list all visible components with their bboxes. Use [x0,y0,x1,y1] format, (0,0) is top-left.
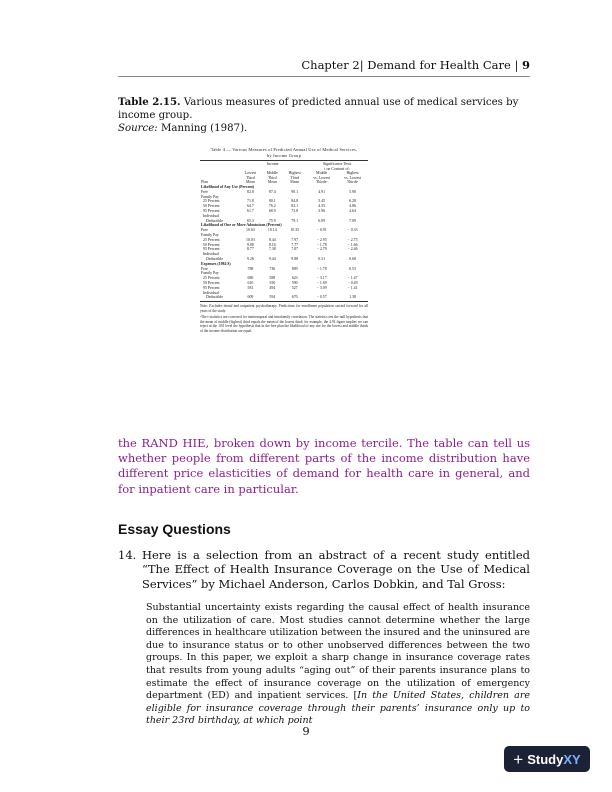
header-chapter: Chapter 2 [301,58,360,72]
scan-value-cell: 7.09 [349,218,356,223]
scan-plan-cell: Individual [203,252,219,257]
scan-plan-cell: 50 Percent [203,204,220,209]
scanned-table [200,147,368,334]
scan-data-table [200,162,368,300]
scan-value-cell: 10.63 [246,228,255,233]
scan-col-h1-c: Mean [246,180,255,185]
scan-plan-cell: Deductible [206,295,224,300]
scan-plan-cell: 95 Percent [203,285,220,290]
scan-plan-cell: Individual [203,290,219,295]
quote-text: Substantial uncertainty exists regarding the causal effect of health insurance on the utilization of care. Most studies cannot determine whether the large differences in healthcare utilization between the insured and the uninsured are due to insurance status or to other unobserved differences between the two groups. In this paper, we exploit a sharp change in insurance coverage rates that results from young adults “aging out” of their parents insurance plans to estimate the effect of insurance coverage on the utilization of emergency department (ED) and inpatient services. [ [146,602,530,702]
scan-footnote: ᵃThe t-statistics are corrected for intertemporal and intrafamily correlation. The statistics test the null hypothesis that the mean of middle (highest) third equals the mean of the lowest third; for example, the 4.91 figure implies we can reject at the .001 level the hypothesis that in the free plan the likelihood of any use for the lowest and middle thirds of the income distribution are equal. [200,315,368,334]
scan-plan-cell: 25 Percent [203,237,220,242]
scan-value-cell: 550 [269,280,276,285]
scan-value-cell: 0.31 [318,256,326,261]
scan-section-label: Likelihood of Any Use (Percent) [201,184,255,189]
scan-plan-cell: Family Pay [201,194,219,199]
scan-plan-cell: 50 Percent [203,242,220,247]
caption-text: Various measures of predicted annual use of medical services by income group. [118,97,519,121]
scan-value-cell: 80.1 [268,199,276,204]
scan-col-h4-a: Middle [316,171,328,176]
scan-col-h5-b: vs. Lowest [344,175,361,180]
scan-value-cell: 5.90 [349,189,356,194]
scan-value-cell: 73.8 [291,208,299,213]
scan-col-h4-c: Thirdsᵃ [316,180,328,185]
scan-value-cell: − 2.46 [347,247,358,252]
question-14 [118,548,530,591]
scan-note: Note: Excludes dental and outpatient psychotherapy. Predictions for enrollment population carried forward for all years of the study. [200,304,368,313]
scan-value-cell: − 0.91 [316,228,327,233]
scan-value-cell: 8.77 [247,247,254,252]
scan-value-cell: 590 [291,280,298,285]
scan-value-cell: 10.35 [290,228,300,233]
scan-value-cell: 9.26 [247,256,254,261]
scan-value-cell: 809 [291,266,298,271]
scan-value-cell: − 1.69 [316,280,327,285]
scan-value-cell: 84.8 [291,199,299,204]
essay-heading: Essay Questions [118,521,231,537]
scan-value-cell: 1.38 [349,295,356,300]
scan-value-cell: 4.35 [318,204,326,209]
scan-value-cell: − 1.47 [347,276,358,281]
scan-value-cell: − 3.09 [316,285,327,290]
scan-title-2: by Income Group [267,153,301,158]
scan-col-h2-c: Mean [267,180,277,185]
badge-brand-accent: XY [563,751,581,767]
scan-value-cell: 87.4 [268,189,276,194]
scan-value-cell: 90.1 [291,189,299,194]
scan-value-cell: 788 [247,266,254,271]
scan-col-h3-a: Highest [288,171,301,176]
scan-bottom-rule [200,301,368,302]
scan-plan-cell: 25 Percent [203,199,220,204]
scan-col-h1-a: Lowest [244,171,257,176]
scan-title-1: Table 4 — Various Measures of Predicted Annual Use of Medical Services, [210,147,358,152]
scan-value-cell: 736 [269,266,276,271]
scan-plan-cell: Free [201,228,208,233]
scan-plan-cell: Deductible [206,256,224,261]
scan-value-cell: 4.91 [318,189,326,194]
header-page: 9 [521,58,530,72]
scan-value-cell: − 2.75 [347,237,358,242]
scan-plan-cell: 95 Percent [203,247,220,252]
scan-plan-cell: Free [201,266,208,271]
scan-plan-cell: 25 Percent [203,276,220,281]
scan-value-cell: 6.28 [349,199,356,204]
scan-value-cell: 64.7 [247,204,254,209]
scan-value-cell: 4.86 [349,204,356,209]
running-header: Chapter 2| Demand for Health Care | 9 [301,58,530,72]
scan-col-h5-a: Highest [346,171,359,176]
scan-value-cell: 61.7 [247,208,254,213]
scan-value-cell: − 1.66 [347,242,358,247]
scan-plan-cell: Family Pay [201,271,219,276]
scan-value-cell: 5.45 [318,199,326,204]
scan-section-label: Expenses (1984 $) [201,261,231,266]
scan-value-cell: − 0.57 [316,295,327,300]
scan-value-cell: 8.44 [268,237,276,242]
scan-col-h3-c: Mean [290,180,300,185]
caption-source-label: Source: [118,123,158,134]
scan-value-cell: 76.2 [268,204,276,209]
header-rule [118,76,530,77]
scan-col-h2-b: Third [267,175,277,180]
scan-col-h1-b: Third [246,175,255,180]
table-caption [118,96,533,135]
scan-col-group-tests1: Significance Tests [322,162,352,166]
header-section: Demand for Health Care [367,58,511,72]
scan-plan-cell: Free [201,189,208,194]
scan-col-h4-b: vs. Lowest [313,175,331,180]
question-number: 14. [118,548,137,562]
scan-value-cell: − 2.95 [316,237,327,242]
badge-brand-main: Study [527,751,564,767]
scan-col-group-income: Income [266,162,279,166]
scan-value-cell: 610 [247,280,254,285]
scan-col-group-tests2: t on Contrast of: [324,166,350,171]
scan-value-cell: 680 [247,276,254,281]
scan-col-h3-b: Third [290,175,300,180]
scan-value-cell: 10.14 [267,228,277,233]
quote-italic: In the United States, children are eligible for insurance coverage through their parents’ insurance only up to their 23rd birthday, at which point [146,690,531,727]
scan-value-cell: 581 [247,285,254,290]
scan-value-cell: 7.07 [291,247,299,252]
studyxy-badge[interactable] [504,746,590,772]
plus-icon: + [513,749,524,769]
scan-value-cell: 4.64 [349,208,356,213]
scan-value-cell: 623 [291,276,298,281]
scan-value-cell: 594 [269,295,276,300]
scan-value-cell: 588 [269,276,276,281]
scan-value-cell: 527 [291,285,298,290]
scan-value-cell: 494 [269,285,276,290]
scan-top-rule [200,160,368,161]
scan-value-cell: 8.16 [268,242,276,247]
scan-col-h5-c: Thirdsᵃ [346,180,359,185]
scan-col-plan: Plan [201,180,208,185]
scan-value-cell: − 0.49 [347,280,358,285]
scan-value-cell: − 1.78 [316,266,327,271]
scan-value-cell: 82.8 [247,189,254,194]
scan-value-cell: − 0.33 [347,228,358,233]
scan-plan-cell: 50 Percent [203,280,220,285]
scan-value-cell: 9.44 [268,256,276,261]
scan-value-cell: − 1.41 [347,285,358,290]
scan-value-cell: 79.1 [291,218,299,223]
scan-value-cell: 7.38 [268,247,276,252]
scan-value-cell: 3.96 [318,208,326,213]
scan-section-label: Likelihood of One or More Admissions (Percent) [201,223,282,228]
scan-value-cell: − 2.79 [316,247,327,252]
caption-label: Table 2.15. [118,96,181,108]
caption-source-text: Manning (1987). [157,123,248,134]
scan-plan-cell: 95 Percent [203,208,220,213]
scan-plan-cell: Family Pay [201,232,219,237]
scan-value-cell: 68.9 [268,208,276,213]
scan-value-cell: 0.53 [349,266,356,271]
scan-col-h2-a: Middle [266,171,278,176]
scan-value-cell: 75.9 [268,218,276,223]
scan-value-cell: − 3.17 [316,276,327,281]
scan-value-cell: 9.08 [247,242,254,247]
question-text: Here is a selection from an abstract of a recent study entitled “The Effect of Health Insurance Coverage on the Use of Medical Services” by Michael Anderson, Carlos Dobkin, and Tal Gross: [142,548,530,591]
scan-value-cell: 71.8 [247,199,254,204]
table-row [200,295,368,300]
scan-plan-cell: Individual [203,213,219,218]
scan-value-cell: 609 [247,295,254,300]
abstract-quote [146,602,530,728]
scan-value-cell: 9.88 [291,256,299,261]
scan-table-body [200,185,368,300]
scan-value-cell: 7.97 [291,237,299,242]
scan-value-cell: 6.09 [318,218,326,223]
scan-value-cell: 0.68 [349,256,356,261]
scan-value-cell: 65.3 [247,218,254,223]
scan-value-cell: 10.03 [246,237,255,242]
badge-brand [527,752,580,767]
scan-value-cell: 7.77 [291,242,299,247]
scan-plan-cell: Deductible [206,218,224,223]
scan-value-cell: 82.1 [291,204,299,209]
scan-value-cell: 670 [291,295,298,300]
page-number: 9 [302,724,310,738]
scan-value-cell: − 1.78 [316,242,327,247]
highlighted-paragraph: the RAND HIE, broken down by income tercile. The table can tell us whether people from different parts of the income distribution have different price elasticities of demand for health care in general, and for inpatient care in particular. [118,436,530,496]
